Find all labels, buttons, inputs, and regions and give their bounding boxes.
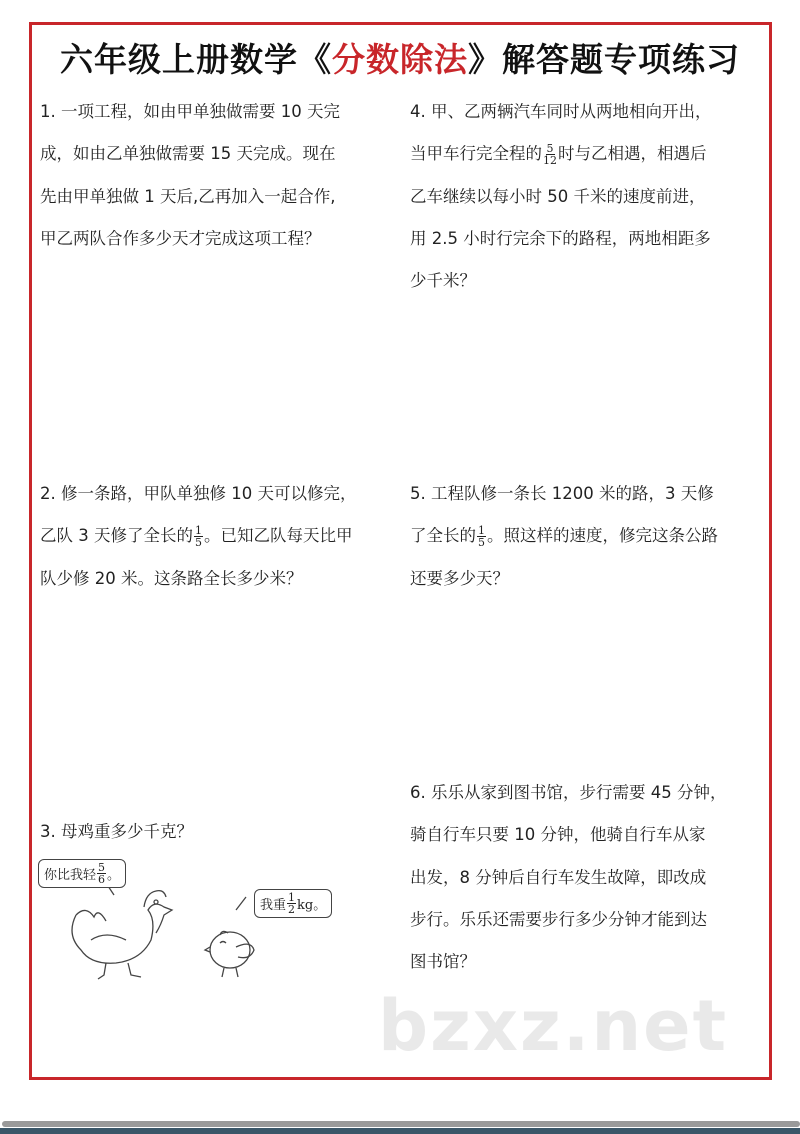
question-4 [410,97,712,308]
horizontal-scrollbar[interactable] [2,1121,800,1127]
fraction [194,525,203,548]
question-line [410,778,726,820]
question-text: 。已知乙队每天比甲 [204,526,353,546]
question-5 [410,479,718,606]
question-text: 了全长的 [410,526,476,546]
fraction [543,143,557,166]
fraction [287,892,296,915]
question-line [410,479,718,521]
watermark: bzxz.net [378,985,729,1067]
hen-chick-illustration [36,855,336,985]
chick-bubble-end: kg。 [297,898,327,913]
question-line [40,224,340,266]
question-text: 乙队 3 天修了全长的 [40,526,193,546]
question-text: 5. 工程队修一条长 1200 米的路，3 天修 [410,484,714,503]
question-text: 队少修 20 米。这条路全长多少米？ [40,568,303,588]
taskbar-strip [0,1128,800,1134]
numerator: 1 [478,524,485,538]
question-text: 时与乙相遇，相遇后 [558,144,707,164]
question-text: 2. 修一条路，甲队单独修 10 天可以修完， [40,484,357,503]
question-line [410,182,712,224]
page-title [0,34,800,81]
question-text: 4. 甲、乙两辆汽车同时从两地相向开出， [410,102,712,121]
hen-speech-bubble [38,859,126,888]
question-text: 还要多少天？ [410,568,509,588]
question-text: 。照这样的速度，修完这条公路 [487,526,718,546]
denominator: 5 [478,536,485,550]
question-text: 乙车继续以每小时 50 千米的速度前进， [410,186,706,206]
question-text: 少千米？ [410,271,476,291]
numerator: 5 [546,142,554,156]
question-text: 甲乙两队合作多少天才完成这项工程？ [40,228,321,248]
chick-bubble-text: 我重 [260,898,287,913]
hen-bubble-end: 。 [107,868,121,883]
question-text: 骑自行车只要 10 分钟，他骑自行车从家 [410,825,706,845]
fraction [477,525,486,548]
hen-bubble-text: 你比我轻 [44,868,97,883]
question-line [410,97,712,139]
question-line [40,521,356,563]
question-text: 3. 母鸡重多少千克？ [40,822,193,841]
question-text: 6. 乐乐从家到图书馆，步行需要 45 分钟， [410,783,727,802]
question-line [40,97,340,139]
denominator: 6 [98,873,106,886]
question-text: 步行。乐乐还需要步行多少分钟才能到达 [410,909,707,929]
question-text: 1. 一项工程，如由甲单独做需要 10 天完 [40,102,340,121]
question-1 [40,97,340,266]
question-line [40,817,193,859]
question-line [410,139,712,181]
question-6 [410,778,726,989]
title-highlight: 分数除法 [332,40,468,79]
chick-speech-bubble [254,889,332,918]
question-line [40,182,340,224]
question-line [410,266,712,308]
fraction [97,862,106,885]
question-text: 成，如由乙单独做需要 15 天完成。现在 [40,144,336,164]
question-line [410,521,718,563]
question-line [410,863,726,905]
question-line [410,564,718,606]
question-text: 用 2.5 小时行完余下的路程，两地相距多 [410,228,711,248]
question-line [410,820,726,862]
question-text: 图书馆？ [410,952,476,972]
question-3 [40,817,193,859]
title-prefix: 六年级上册数学《 [60,40,332,79]
denominator: 2 [288,903,296,916]
numerator: 1 [195,524,202,538]
question-text: 出发，8 分钟后自行车发生故障，即改成 [410,867,707,887]
question-2 [40,479,356,606]
question-line [40,564,356,606]
question-line [410,224,712,266]
numerator: 5 [98,861,106,874]
denominator: 12 [543,154,557,168]
title-suffix: 》解答题专项练习 [468,40,740,79]
numerator: 1 [288,891,296,904]
question-line [40,479,356,521]
question-line [410,905,726,947]
question-line [40,139,340,181]
denominator: 5 [195,536,202,550]
question-line [410,947,726,989]
question-text: 当甲车行完全程的 [410,144,542,164]
question-text: 先由甲单独做 1 天后,乙再加入一起合作, [40,186,336,206]
